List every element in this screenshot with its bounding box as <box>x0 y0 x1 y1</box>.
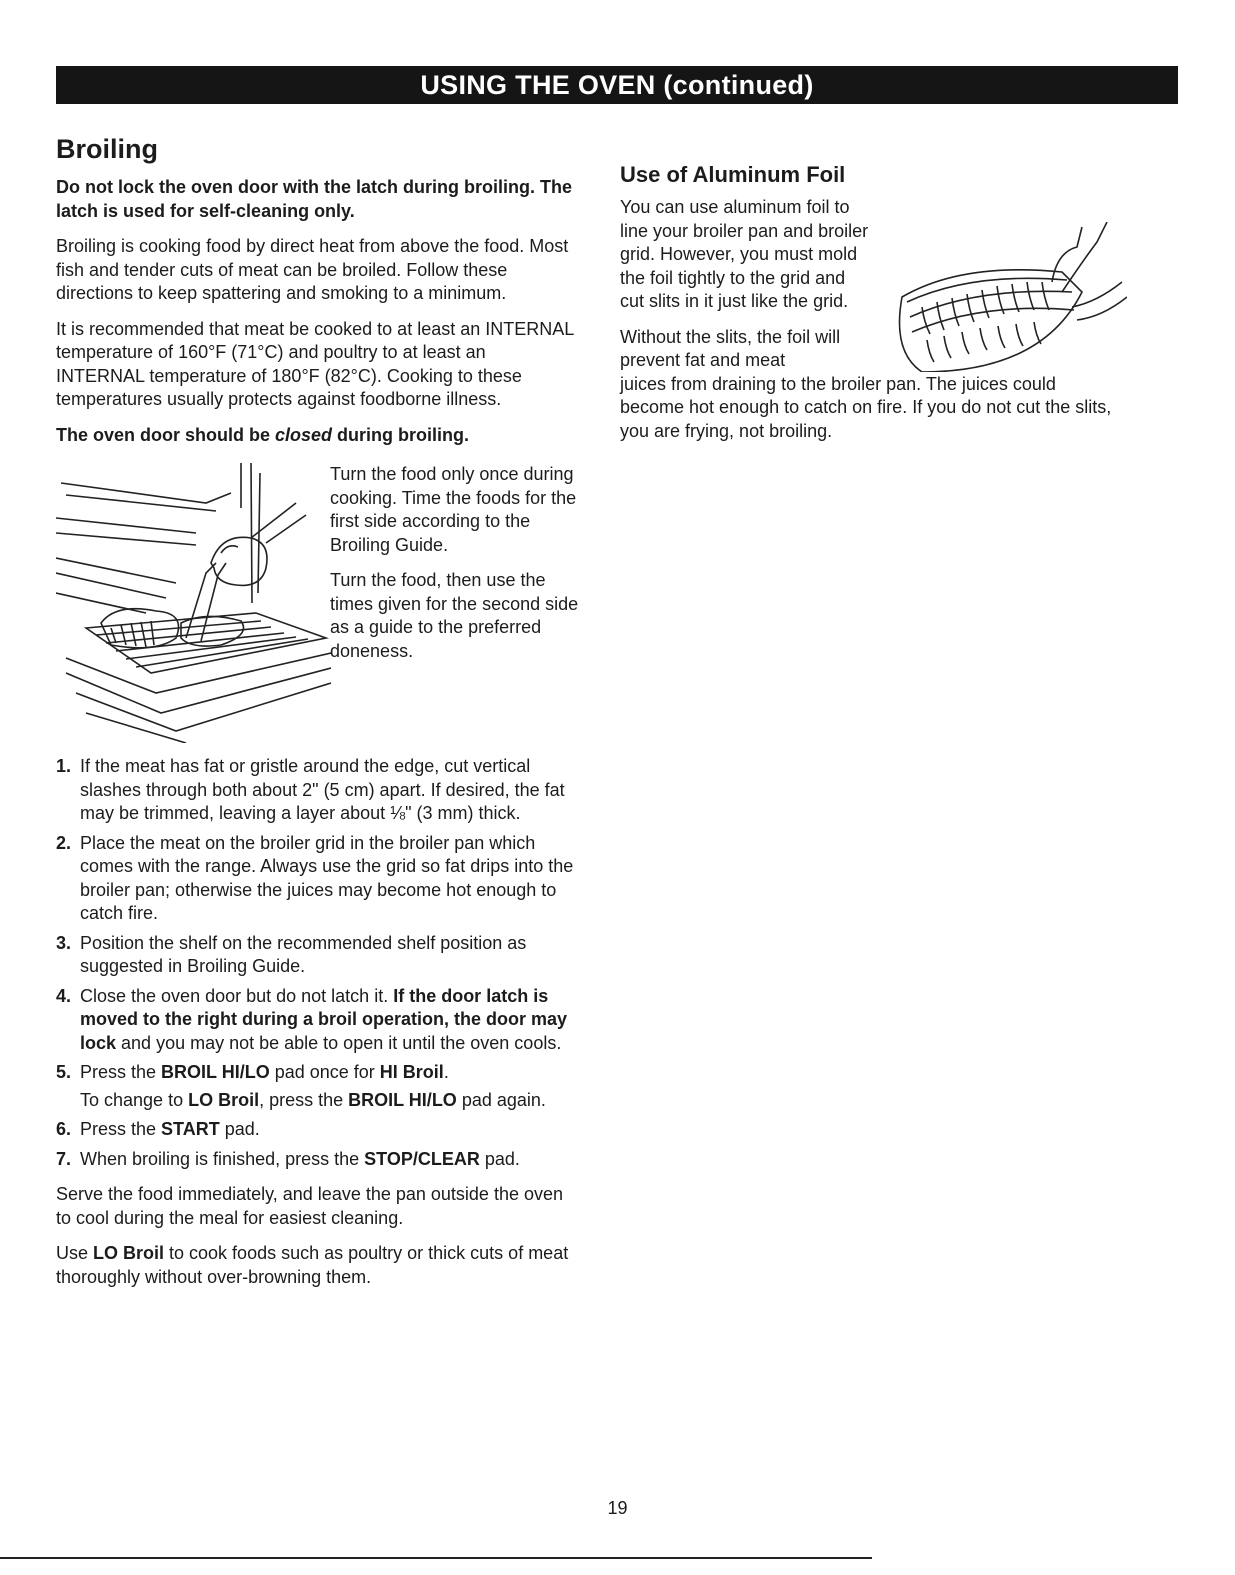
temperature-note: It is recommended that meat be cooked to at least an INTERNAL temperature of 160°F (71°C) and poultry to at least an INTERNAL temperature of 180°F (82°C). Cooking to these temperatures usually protects against foodborne illness. <box>56 318 574 409</box>
step-5: 5. Press the BROIL HI/LO pad once for HI Broil. To change to LO Broil, press the BROIL HI/LO pad again. <box>56 1061 576 1112</box>
aluminum-foil-section <box>620 162 1120 455</box>
step-4: 4. Close the oven door but do not latch it. If the door latch is moved to the right during a broil operation, the door may lock and you may not be able to open it until the oven cools. <box>56 985 568 1053</box>
door-closed-note: The oven door should be closed during broiling. <box>56 424 470 445</box>
step-1: 1. If the meat has fat or gristle around the edge, cut vertical slashes through both about 2" (5 cm) apart. If desired, the fat may be trimmed, leaving a layer about ⅛" (3 mm) thick. <box>56 756 565 823</box>
foil-para-1: You can use aluminum foil to line your broiler pan and broiler grid. However, you must mold the foil tightly to the grid and cut slits in it just like the grid. <box>620 197 869 311</box>
page-number: 19 <box>607 1498 628 1518</box>
step-6: 6. Press the START pad. <box>56 1119 260 1139</box>
broiling-section <box>56 134 579 1301</box>
broiler-grid-foil-illustration <box>882 222 1127 372</box>
broiling-intro: Broiling is cooking food by direct heat from above the food. Most fish and tender cuts of meat can be broiled. Follow these directions to keep spattering and smoking to a minimum. <box>56 236 569 303</box>
step-7: 7. When broiling is finished, press the STOP/CLEAR pad. <box>56 1148 520 1169</box>
foil-content <box>620 196 1120 443</box>
turning-food-figure-row <box>56 459 579 749</box>
door-closed-emphasis: closed <box>275 424 333 445</box>
latch-warning: Do not lock the oven door with the latch during broiling. The latch is used for self-cleaning only. <box>56 177 572 221</box>
turn-once-text: Turn the food only once during cooking. Time the foods for the first side according to the Broiling Guide. <box>330 464 577 555</box>
section-header-banner: USING THE OVEN (continued) <box>56 66 1178 104</box>
lo-broil-note: Use LO Broil to cook foods such as poultry or thick cuts of meat thoroughly without over-browning them. <box>56 1243 569 1287</box>
bottom-rule <box>0 1557 872 1559</box>
broiling-steps <box>56 755 576 1171</box>
turning-instructions <box>330 463 580 675</box>
broiling-title: Broiling <box>56 134 158 164</box>
step-3: 3. Position the shelf on the recommended shelf position as suggested in Broiling Guide. <box>56 932 527 976</box>
oven-turning-food-illustration <box>56 463 331 743</box>
step-5-lo-broil: To change to LO Broil, press the BROIL HI/LO pad again. <box>80 1089 546 1110</box>
serve-note: Serve the food immediately, and leave the pan outside the oven to cool during the meal for easiest cleaning. <box>56 1184 563 1228</box>
foil-para-2: Without the slits, the foil will prevent fat and meat juices from draining to the broiler pan. The juices could become hot enough to catch on fire. If you do not cut the slits, you are frying, not broiling. <box>620 326 1112 441</box>
foil-title: Use of Aluminum Foil <box>620 162 846 187</box>
turn-then-text: Turn the food, then use the times given for the second side as a guide to the preferred doneness. <box>330 570 579 661</box>
step-2: 2. Place the meat on the broiler grid in the broiler pan which comes with the range. Always use the grid so fat drips into the broiler pan; otherwise the juices may become hot enough to catch fire. <box>56 832 574 923</box>
